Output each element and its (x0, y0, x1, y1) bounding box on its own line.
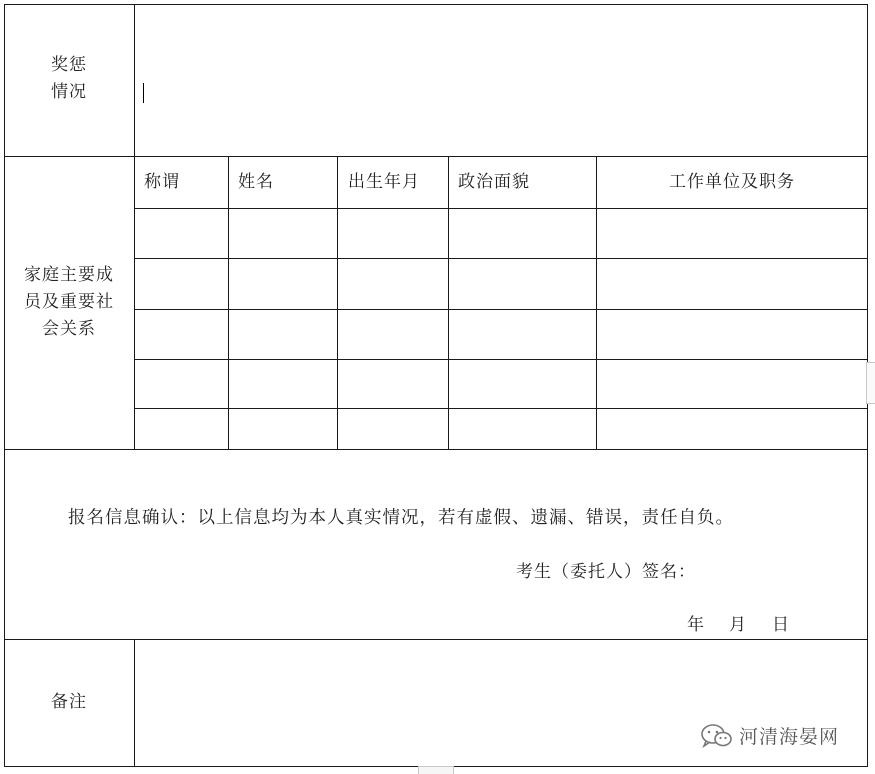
row-divider-family-header (134, 208, 868, 209)
awards-content-field[interactable] (135, 5, 867, 156)
row-divider-family-2 (134, 309, 868, 310)
awards-label-line2: 情况 (51, 82, 87, 102)
awards-label (4, 52, 134, 106)
family-label-line3: 会关系 (42, 319, 96, 339)
column-divider-work (596, 156, 597, 450)
column-header-political-status: 政治面貌 (458, 172, 530, 192)
row-divider-family-1 (134, 258, 868, 259)
wechat-icon (700, 723, 734, 749)
table-border-left (4, 4, 5, 767)
signature-label: 考生（委托人）签名： (516, 562, 696, 582)
column-header-name: 姓名 (238, 172, 274, 192)
column-header-employer-position: 工作单位及职务 (669, 172, 795, 192)
column-divider-birth (337, 156, 338, 450)
confirmation-text: 报名信息确认：以上信息均为本人真实情况，若有虚假、遗漏、错误，责任自负。 (68, 508, 734, 528)
page-edge-marker (866, 362, 875, 404)
column-header-birth-date: 出生年月 (348, 172, 420, 192)
family-label (4, 262, 134, 343)
signature-field[interactable] (712, 556, 862, 588)
column-header-relation: 称谓 (144, 172, 180, 192)
watermark (700, 722, 839, 749)
date-year-label: 年 (687, 615, 705, 635)
date-month-label: 月 (729, 615, 747, 635)
family-label-line2: 员及重要社 (24, 292, 114, 312)
row-divider-family-4 (134, 408, 868, 409)
awards-label-line1: 奖惩 (51, 55, 87, 75)
row-divider-family-3 (134, 359, 868, 360)
date-day-label: 日 (772, 615, 790, 635)
watermark-text: 河清海晏网 (739, 726, 840, 748)
column-divider-name (228, 156, 229, 450)
column-divider-political (448, 156, 449, 450)
text-cursor (143, 83, 144, 103)
family-label-line1: 家庭主要成 (24, 265, 114, 285)
remarks-label: 备注 (51, 692, 87, 712)
